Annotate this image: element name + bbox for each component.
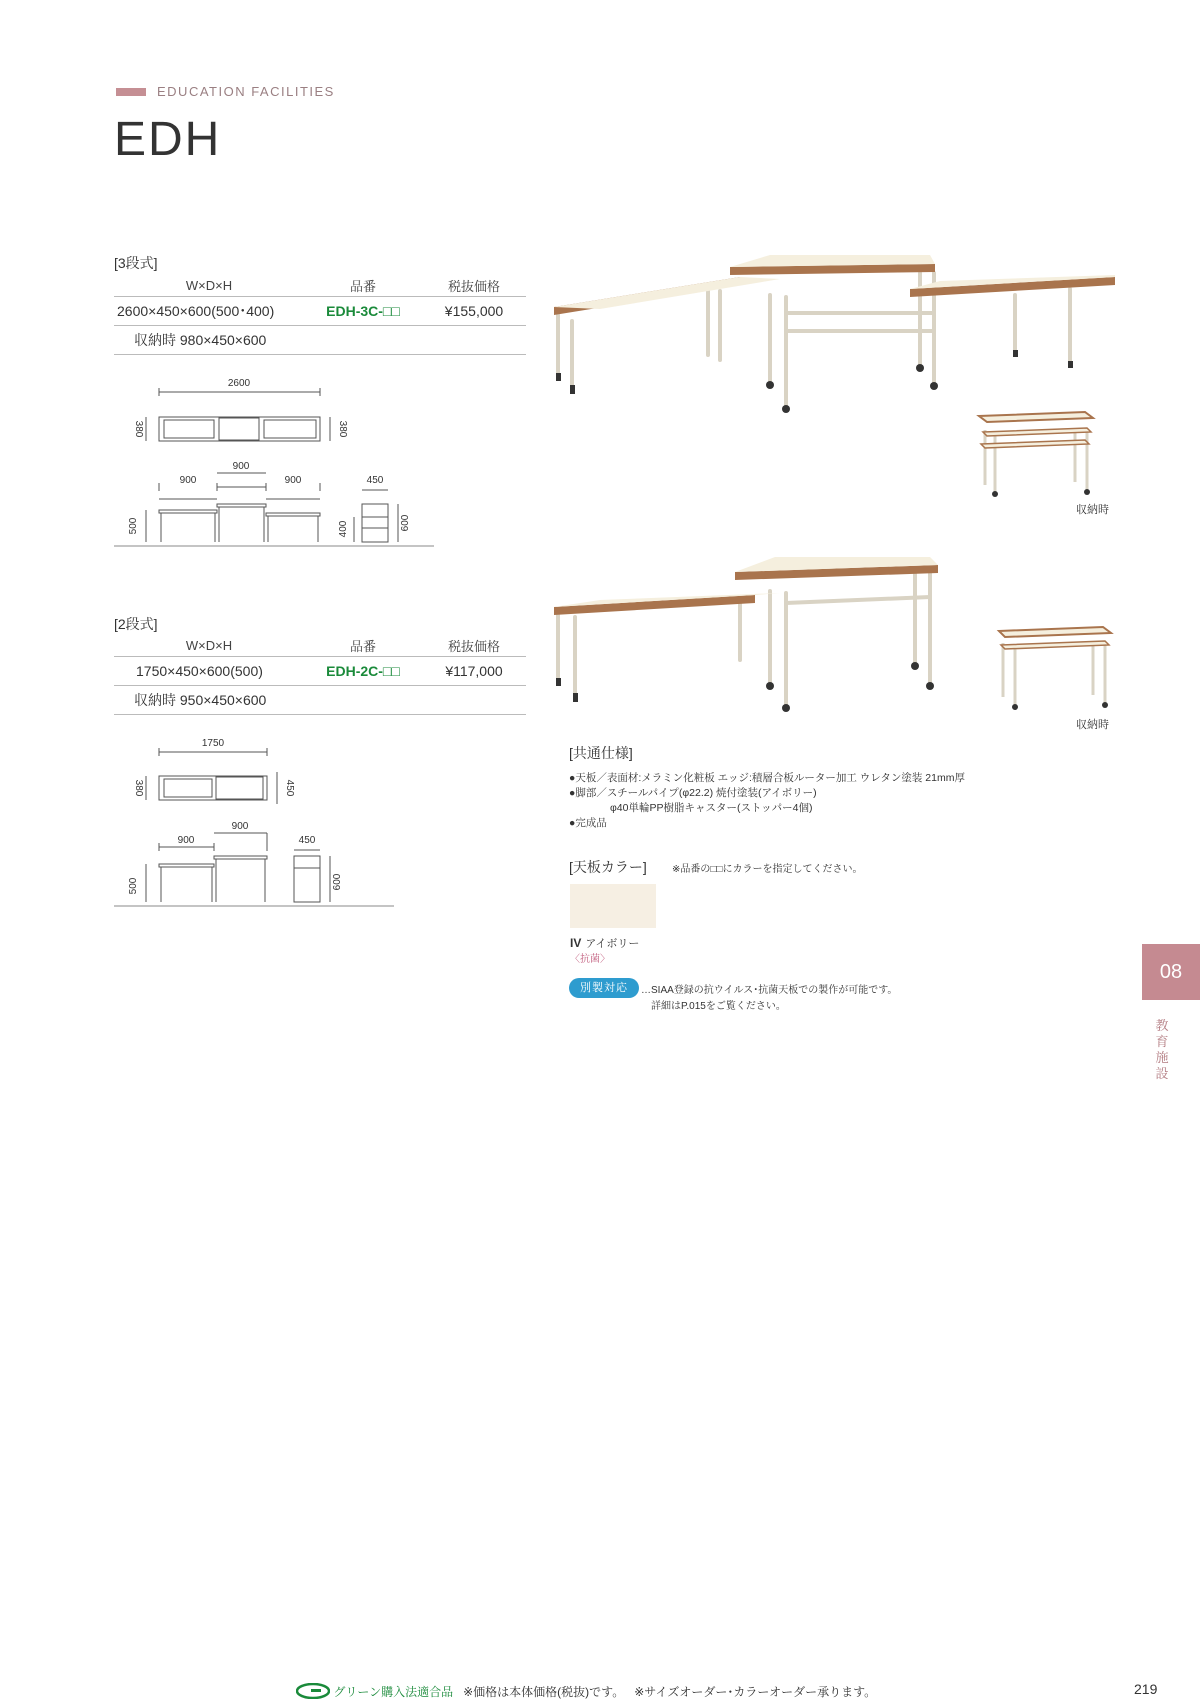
size-cell: 2600×450×600(500･400) (114, 297, 304, 326)
common-spec-heading: [共通仕様] (569, 745, 633, 761)
dim-seg-left: 900 (177, 835, 195, 846)
footer-note-price: ※価格は本体価格(税抜)です。 (463, 1685, 625, 1699)
storage-caption-2: 収納時 (1076, 719, 1109, 731)
dim-h-high: 600 (400, 514, 411, 532)
dim-h-mid: 400 (338, 520, 349, 538)
dim-overall-w: 1750 (201, 738, 225, 749)
section-2-spec-table (114, 634, 526, 715)
common-spec-line-1: ●天板／表面材:メラミン化粧板 エッジ:積層合板ルーター加工 ウレタン塗装 21mm厚 (569, 772, 965, 784)
section-3-drawing (114, 372, 454, 552)
common-spec-line-4: ●完成品 (569, 817, 607, 829)
dim-depth-right: 380 (337, 420, 348, 438)
common-spec-line-3: φ40単輪PP樹脂キャスター(ストッパー4個) (610, 802, 813, 814)
col-price: 税抜価格 (422, 634, 526, 657)
storage-cell: 収納時 950×450×600 (114, 686, 526, 715)
special-line-1: …SIAA登録の抗ウイルス･抗菌天板での製作が可能です。 (641, 985, 898, 996)
color-swatch-ivory (570, 884, 656, 928)
dim-depth-side: 450 (366, 475, 384, 486)
top-color-note: ※品番の□□にカラーを指定してください。 (672, 864, 863, 875)
dim-seg-left: 900 (179, 475, 197, 486)
page-title: EDH (114, 113, 222, 166)
section-2-drawing (114, 732, 414, 912)
dim-h-high: 600 (332, 873, 343, 891)
common-spec-line-2: ●脚部／スチールパイプ(φ22.2) 焼付塗装(アイボリー) (569, 787, 817, 799)
storage-photo-3-tier (975, 410, 1125, 500)
price-cell: ¥117,000 (422, 657, 526, 686)
page-number: 219 (1134, 1681, 1158, 1697)
dim-h-low: 500 (128, 517, 139, 535)
special-line-2: 詳細はP.015をご覧ください。 (651, 1001, 786, 1012)
dim-depth-right: 450 (284, 779, 295, 797)
product-photo-2-tier (540, 555, 960, 725)
size-cell: 1750×450×600(500) (114, 657, 304, 686)
section-2-heading: [2段式] (114, 616, 158, 632)
storage-caption-1: 収納時 (1076, 504, 1109, 516)
swatch-code: IV (570, 936, 582, 950)
dim-depth-side: 450 (298, 835, 316, 846)
swatch-sub: 〈抗菌〉 (570, 954, 610, 965)
price-cell: ¥155,000 (422, 297, 526, 326)
dim-depth-left: 380 (133, 779, 144, 797)
section-3-spec-table (114, 274, 526, 355)
storage-cell: 収納時 980×450×600 (114, 326, 526, 355)
dim-depth-left: 380 (133, 420, 144, 438)
top-color-heading: [天板カラー] (569, 859, 647, 875)
col-code: 品番 (304, 634, 422, 657)
code-cell: EDH-2C-□□ (304, 657, 422, 686)
swatch-label (570, 935, 639, 951)
category-bar (116, 88, 146, 96)
code-cell: EDH-3C-□□ (304, 297, 422, 326)
green-purchase-label: グリーン購入法適合品 (333, 1685, 454, 1699)
col-size: W×D×H (114, 634, 304, 657)
dim-h-low: 500 (128, 877, 139, 895)
dim-seg-mid: 900 (232, 461, 250, 472)
dim-seg-mid: 900 (231, 821, 249, 832)
dim-overall-w: 2600 (227, 378, 251, 389)
dim-seg-right: 900 (284, 475, 302, 486)
col-size: W×D×H (114, 274, 304, 297)
chapter-tab[interactable]: 08 (1142, 944, 1200, 1000)
footer-note-order: ※サイズオーダー･カラーオーダー承ります。 (634, 1685, 877, 1699)
storage-photo-2-tier (995, 625, 1125, 710)
chapter-label: 教育施設 (1155, 1018, 1169, 1081)
col-code: 品番 (304, 274, 422, 297)
col-price: 税抜価格 (422, 274, 526, 297)
special-order-badge: 別製対応 (569, 978, 639, 998)
category-label: EDUCATION FACILITIES (157, 84, 335, 99)
swatch-name: アイボリー (585, 938, 640, 950)
footer-notes (296, 1683, 876, 1700)
section-3-heading: [3段式] (114, 255, 158, 271)
